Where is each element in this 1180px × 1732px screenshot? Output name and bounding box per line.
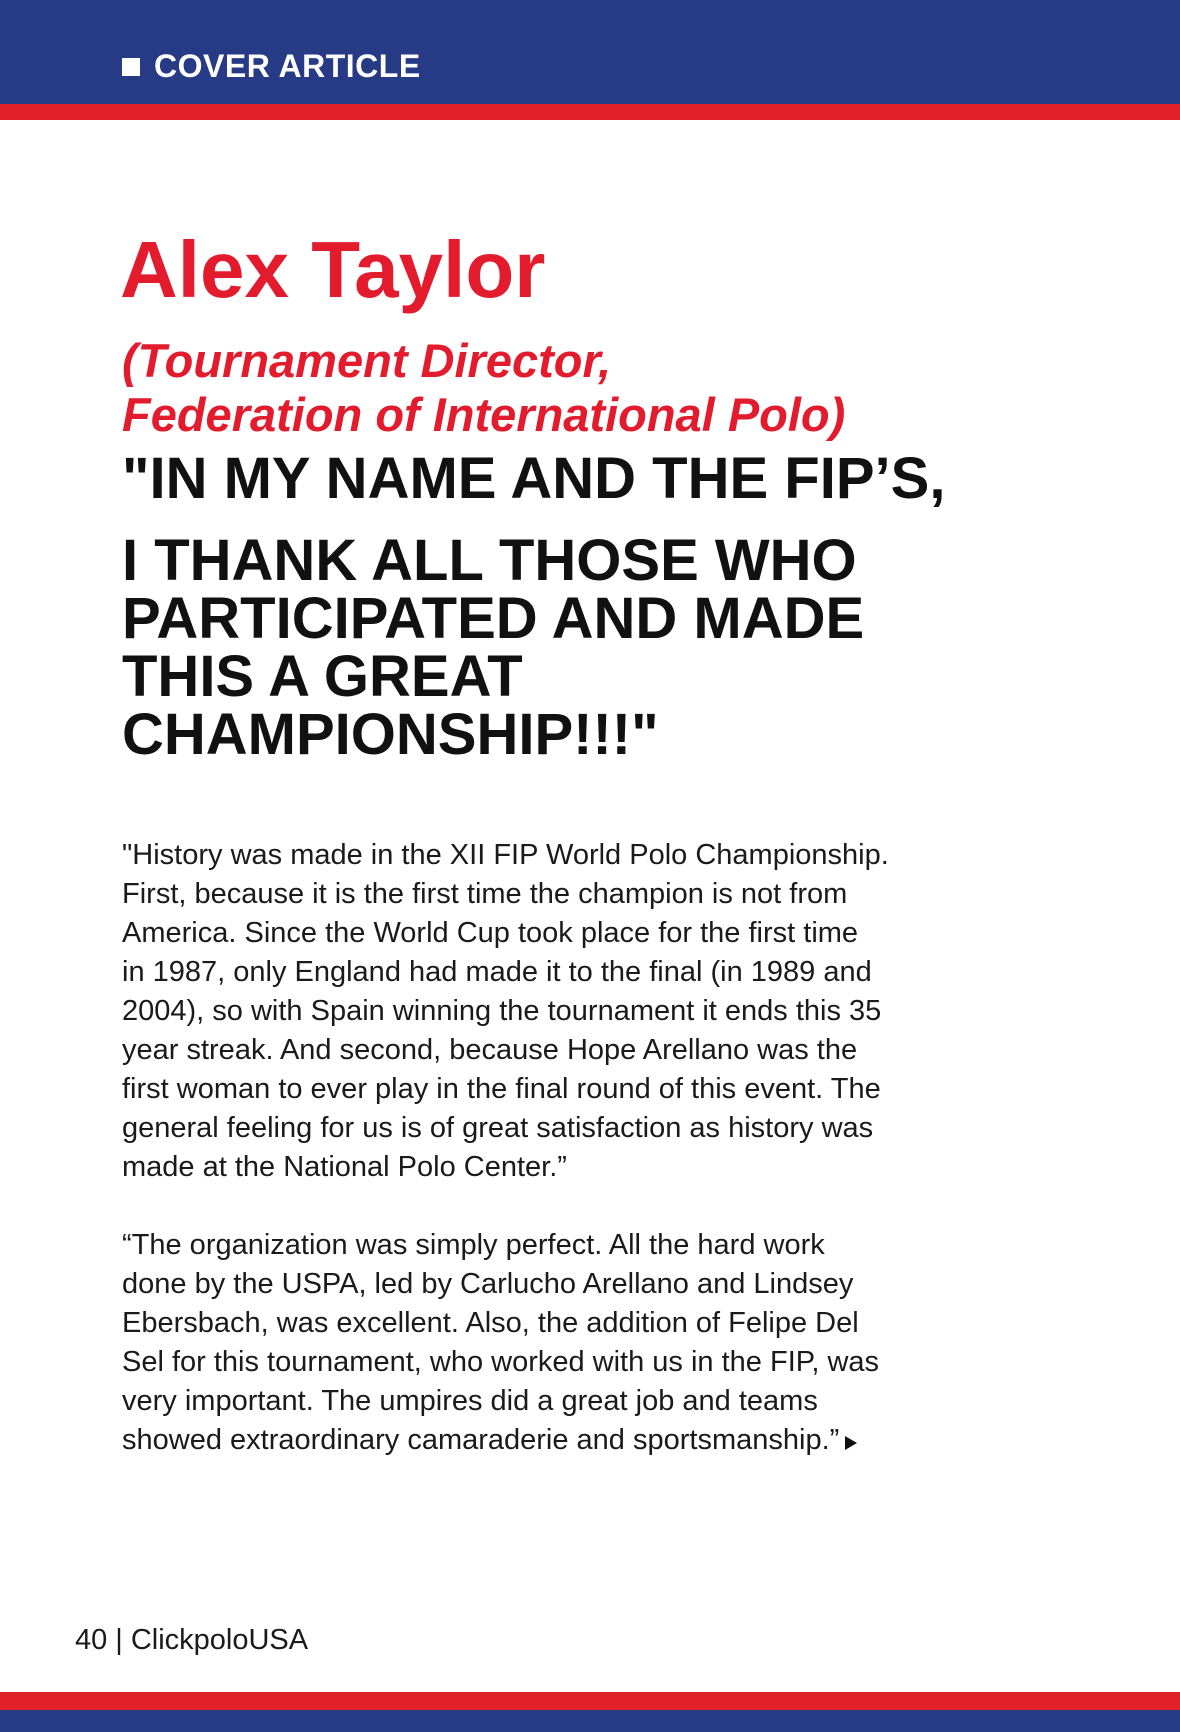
body-line: Sel for this tournament, who worked with us in the FIP, was bbox=[122, 1346, 880, 1378]
page-folio bbox=[75, 1624, 308, 1657]
article-body bbox=[122, 836, 1082, 1460]
body-line: 2004), so with Spain winning the tournament it ends this 35 bbox=[122, 995, 882, 1027]
body-line-text: showed extraordinary camaraderie and sportsmanship.” bbox=[122, 1424, 840, 1456]
body-paragraph-2 bbox=[122, 1226, 1082, 1460]
publication-name: ClickpoloUSA bbox=[130, 1624, 309, 1656]
headline-line: "IN MY NAME AND THE FIP’S, bbox=[122, 446, 946, 511]
headline-line: CHAMPIONSHIP!!!" bbox=[122, 702, 659, 767]
headline-line: THIS A GREAT bbox=[122, 644, 523, 709]
play-arrow-icon bbox=[845, 1436, 857, 1450]
article-person-name: Alex Taylor bbox=[120, 225, 546, 314]
body-line: done by the USPA, led by Carlucho Arellano and Lindsey bbox=[122, 1268, 854, 1300]
body-line: First, because it is the first time the champion is not from bbox=[122, 878, 848, 910]
body-line: first woman to ever play in the final round of this event. The bbox=[122, 1073, 881, 1105]
body-line: America. Since the World Cup took place for the first time bbox=[122, 917, 859, 949]
body-line: in 1987, only England had made it to the final (in 1989 and bbox=[122, 956, 872, 988]
role-line: (Tournament Director, bbox=[122, 334, 612, 387]
body-line: “The organization was simply perfect. All the hard work bbox=[122, 1229, 825, 1261]
body-line: year streak. And second, because Hope Arellano was the bbox=[122, 1034, 858, 1066]
folio-separator: | bbox=[115, 1624, 123, 1656]
section-label bbox=[122, 48, 421, 85]
quote-headline bbox=[122, 446, 1122, 767]
body-line: "History was made in the XII FIP World Polo Championship. bbox=[122, 839, 889, 871]
square-icon bbox=[122, 58, 140, 76]
body-line: made at the National Polo Center.” bbox=[122, 1151, 567, 1183]
header-red-stripe bbox=[0, 104, 1180, 120]
body-line-last bbox=[122, 1421, 1082, 1460]
body-paragraph-1 bbox=[122, 836, 1082, 1187]
headline-line: I THANK ALL THOSE WHO bbox=[122, 528, 857, 593]
body-line: very important. The umpires did a great job and teams bbox=[122, 1385, 818, 1417]
footer-band bbox=[0, 1710, 1180, 1732]
body-line: general feeling for us is of great satisfaction as history was bbox=[122, 1112, 874, 1144]
role-line: Federation of International Polo) bbox=[122, 388, 846, 441]
page-number: 40 bbox=[75, 1624, 108, 1656]
article-person-role bbox=[122, 334, 1122, 442]
section-label-text: COVER ARTICLE bbox=[154, 48, 421, 84]
body-line: Ebersbach, was excellent. Also, the addition of Felipe Del bbox=[122, 1307, 859, 1339]
footer-red-stripe bbox=[0, 1692, 1180, 1710]
headline-line: PARTICIPATED AND MADE bbox=[122, 586, 865, 651]
